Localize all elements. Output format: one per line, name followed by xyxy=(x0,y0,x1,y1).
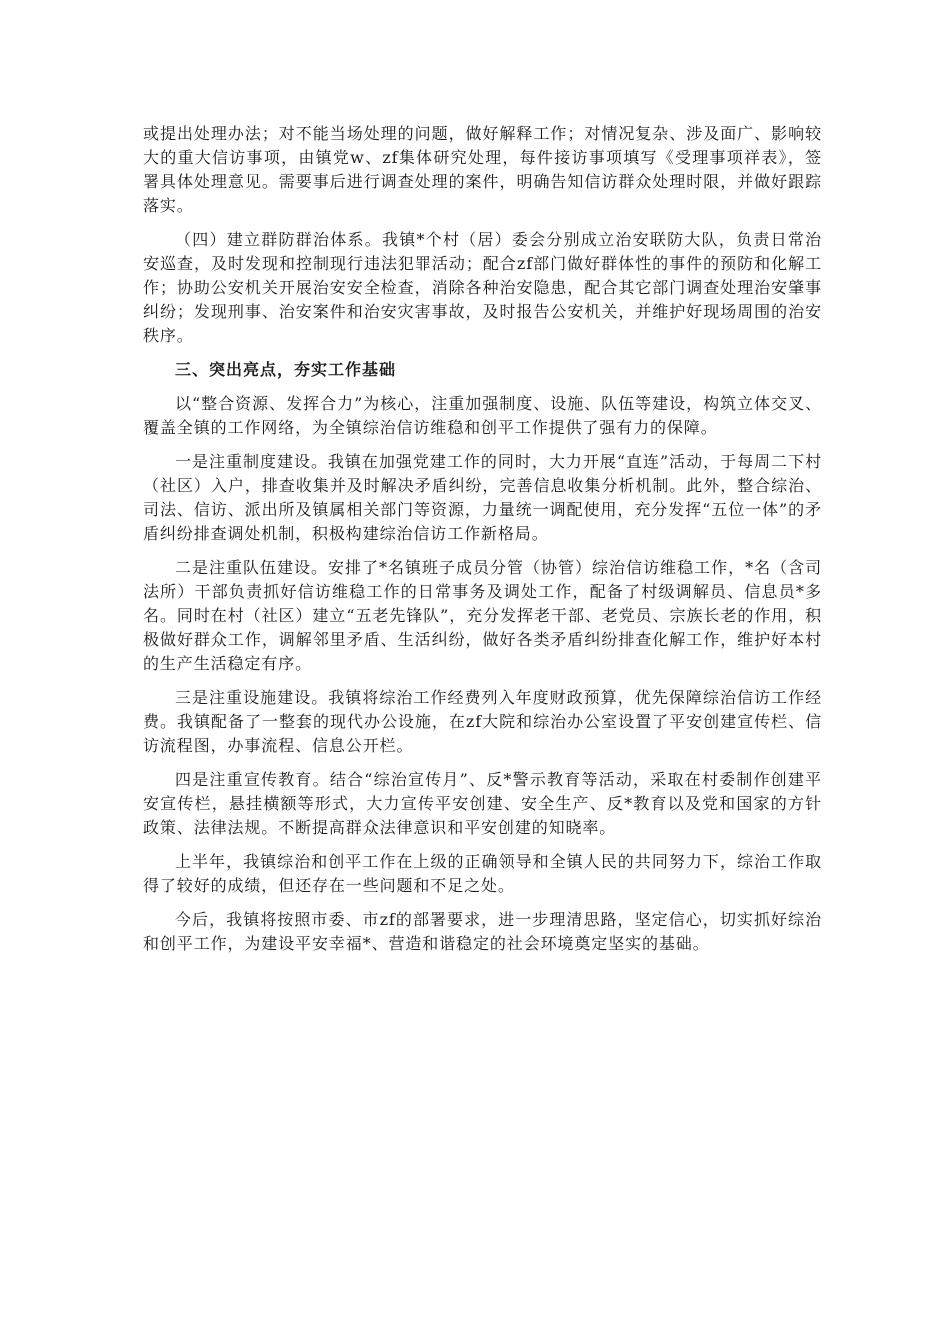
paragraph-continued: 或提出处理办法；对不能当场处理的问题，做好解释工作；对情况复杂、涉及面广、影响较大的重大信访事项，由镇党w、zf集体研究处理，每件接访事项填写《受理事项祥表》，签署具体处理意见。需要事后进行调查处理的案件，明确告知信访群众处理时限，并做好跟踪落实。 xyxy=(143,124,822,215)
paragraph-team-building: 二是注重队伍建设。安排了*名镇班子成员分管（协管）综治信访维稳工作，*名（含司法所）干部负责抓好信访维稳工作的日常事务及调处工作，配备了村级调解员、信息员*多名。同时在村（社区）建立“五老先锋队”，充分发挥老干部、老党员、宗族长老的作用，积极做好群众工作，调解邻里矛盾、生活纠纷，做好各类矛盾纠纷排查化解工作，维护好本村的生产生活稳定有序。 xyxy=(143,558,822,673)
paragraph-intro: 以“整合资源、发挥合力”为核心，注重加强制度、设施、队伍等建设，构筑立体交叉、覆盖全镇的工作网络，为全镇综治信访维稳和创平工作提供了强有力的保障。 xyxy=(143,394,822,437)
paragraph-system-building: 一是注重制度建设。我镇在加强党建工作的同时，大力开展“直连”活动，于每周二下村（社区）入户，排查收集并及时解决矛盾纠纷，完善信息收集分析机制。此外，整合综治、司法、信访、派出所及镇属相关部门等资源，力量统一调配使用，充分发挥“五位一体”的矛盾纠纷排查调处机制，积极构建综治信访工作新格局。 xyxy=(143,452,822,543)
paragraph-publicity: 四是注重宣传教育。结合“综治宣传月”、反*警示教育等活动，采取在村委制作创建平安宣传栏，悬挂横额等形式，大力宣传平安创建、安全生产、反*教育以及党和国家的方针政策、法律法规。不断提高群众法律意识和平安创建的知晓率。 xyxy=(143,770,822,837)
paragraph-summary: 上半年，我镇综治和创平工作在上级的正确领导和全镇人民的共同努力下，综治工作取得了较好的成绩，但还存在一些问题和不足之处。 xyxy=(143,852,822,895)
section-heading: 三、突出亮点，夯实工作基础 xyxy=(175,360,397,379)
paragraph-facility-building: 三是注重设施建设。我镇将综治工作经费列入年度财政预算，优先保障综治信访工作经费。我镇配备了一整套的现代办公设施，在zf大院和综治办公室设置了平安创建宣传栏、信访流程图，办事流程、信息公开栏。 xyxy=(143,688,822,755)
paragraph-outlook: 今后，我镇将按照市委、市zf的部署要求，进一步理清思路，坚定信心，切实抓好综治和创平工作，为建设平安幸福*、营造和谐稳定的社会环境奠定坚实的基础。 xyxy=(143,910,822,953)
paragraph-mass-prevention: （四）建立群防群治体系。我镇*个村（居）委会分别成立治安联防大队，负责日常治安巡查，及时发现和控制现行违法犯罪活动；配合zf部门做好群体性的事件的预防和化解工作；协助公安机关开展治安安全检查，消除各种治安隐患，配合其它部门调查处理治安肇事纠纷；发现刑事、治安案件和治安灾害事故，及时报告公安机关，并维护好现场周围的治安秩序。 xyxy=(143,230,822,345)
document-body xyxy=(143,122,822,966)
